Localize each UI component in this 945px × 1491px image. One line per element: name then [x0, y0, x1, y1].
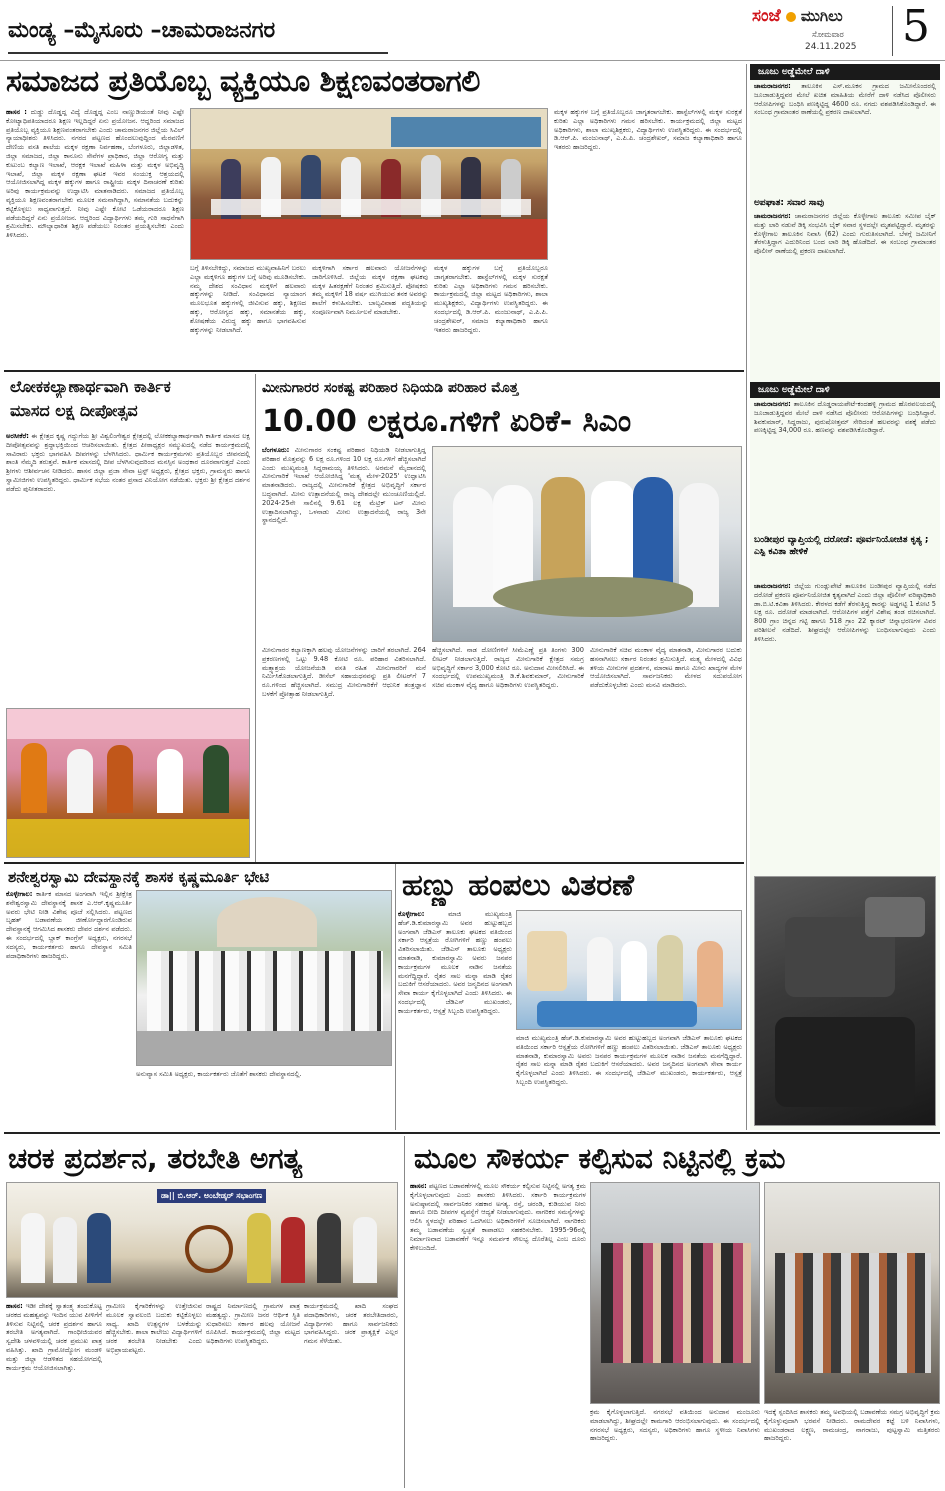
lead-col1 [6, 108, 184, 366]
lead-headline: ಸಮಾಜದ ಪ್ರತಿಯೊಬ್ಬ ವ್ಯಕ್ತಿಯೂ ಶಿಕ್ಷಣವಂತರಾಗಲಿ [6, 64, 480, 99]
brand-name-mugilu: ಮುಗಿಲು [800, 7, 843, 25]
charaka-col4: ಕಾರ್ಯಕ್ರಮದಲ್ಲಿ ಖಾದಿ ಸಂಘದ ಪದಾಧಿಕಾರಿಗಳು, ಚರಕ ತರಬೇತಿದಾರರು, ವಿದ್ಯಾರ್ಥಿಗಳು ಹಾಗೂ ಸಾರ್ವಜನಿಕರು ಭಾಗವಹಿಸಿದ್ದರು. ಚರಕ ಪ್ರಾತ್ಯಕ್ಷಿಕೆ ಎಲ್ಲರ ಗಮನ ಸೆಳೆಯಿತು. [304, 1302, 398, 1346]
sidebar-dateline-3: ಚಾಮರಾಜನಗರ: [754, 400, 791, 408]
fishermen-kicker: ಮೀನುಗಾರರ ಸಂಕಷ್ಟ ಪರಿಹಾರ ನಿಧಿಯಡಿ ಪರಿಹಾರ ಮೊತ್ತ [262, 380, 519, 396]
brand-logo [752, 6, 892, 28]
deepotsava-text: ಈ ಕ್ಷೇತ್ರದ ಕೃಷ್ಣ ಗದ್ದುಗೆಯ ಶ್ರೀ ವಿಶ್ವಲಿಂಗೇಶ್ವರ ಕ್ಷೇತ್ರದಲ್ಲಿ ಲೋಕಕಲ್ಯಾಣಾರ್ಥವಾಗಿ ಕಾರ್ತಿಕ ಮಾಸದ ಲಕ್ಷ ದೀಪೋತ್ಸವವನ್ನು ಶ್ರದ್ಧಾಭಕ್ತಿಯಿಂದ ಆಚರಿಸಲಾಯಿತು. ಕ್ಷೇತ್ರದ ಪೀಠಾಧ್ಯಕ್ಷರ ಸಮ್ಮುಖದಲ್ಲಿ ನಡೆದ ಕಾರ್ಯಕ್ರಮದಲ್ಲಿ ಸಾವಿರಾರು ಭಕ್ತರು ಭಾಗವಹಿಸಿ ದೀಪಗಳನ್ನು ಬೆಳಗಿಸಿದರು. ಧಾರ್ಮಿಕ ಕಾರ್ಯಕ್ರಮಗಳು ಪ್ರತಿಯೊಬ್ಬರ ಜೀವನದಲ್ಲಿ ಶಾಂತಿ ನೆಮ್ಮದಿ ತರುತ್ತವೆ. ಕಾರ್ತಿಕ ಮಾಸದಲ್ಲಿ ದೀಪ ಬೆಳಗಿಸುವುದರಿಂದ ಮನಸ್ಸಿನ ಅಂಧಕಾರ ದೂರವಾಗುತ್ತದೆ ಎಂದು ಶ್ರೀಗಳು ಆಶೀರ್ವಚನ ನೀಡಿದರು. ಹಾಸನ ಜಿಲ್ಲಾ ಪ್ರಜಾ ಸೇವಾ ಟ್ರಸ್ಟ್ ಅಧ್ಯಕ್ಷರು, ಕ್ಷೇತ್ರದ ಭಕ್ತರು, ಗ್ರಾಮಸ್ಥರು ಹಾಗೂ ಸ್ವಾಮೀಜಿಗಳು ಉಪಸ್ಥಿತರಿದ್ದರು. ಧಾರ್ಮಿಕ ಸಭೆಯ ನಂತರ ಪ್ರಸಾದ ವಿನಿಯೋಗ ನಡೆಯಿತು. ಭಕ್ತರು ಶ್ರೀ ಕ್ಷೇತ್ರದ ದರ್ಶನ ಪಡೆದು ಪುನೀತರಾದರು. [6, 432, 250, 493]
sidebar-heading-1: ಜೂಜು ಅಡ್ಡೆಮೇಲೆ ದಾಳಿ [750, 64, 940, 80]
lead-col3: ಮಕ್ಕಳಿಗಾಗಿ ಸರ್ಕಾರ ಹಲವಾರು ಯೋಜನೆಗಳನ್ನು ಜಾರಿಗೊಳಿಸಿದೆ. ಜಿಲ್ಲೆಯ ಮಕ್ಕಳ ರಕ್ಷಣಾ ಘಟಕವು ಮಕ್ಕಳ ಹಿತರಕ್ಷಣೆಗೆ ನಿರಂತರ ಶ್ರಮಿಸುತ್ತಿದೆ. ಪೋಷಕರು ತಮ್ಮ ಮಕ್ಕಳಿಗೆ 18 ವರ್ಷ ಮುಗಿಯುವ ತನಕ ಅವರನ್ನು ಶಾಲೆಗೆ ಕಳುಹಿಸಬೇಕು. ಬಾಲ್ಯವಿವಾಹ ಪದ್ಧತಿಯನ್ನು ಸಂಪೂರ್ಣವಾಗಿ ನಿರ್ಮೂಲನೆ ಮಾಡಬೇಕು. [312, 264, 428, 316]
deepotsava-headline-2: ಮಾಸದ ಲಕ್ಷ ದೀಪೋತ್ಸವ [10, 401, 138, 420]
infra-headline: ಮೂಲ ಸೌಕರ್ಯ ಕಲ್ಪಿಸುವ ನಿಟ್ಟಿನಲ್ಲಿ ಕ್ರಮ [414, 1142, 786, 1175]
infra-body-1 [410, 1182, 586, 1486]
issue-day: ಸೋಮವಾರ [812, 30, 844, 39]
section-title: ಮಂಡ್ಯ –ಮೈಸೂರು –ಚಾಮರಾಜನಗರ [8, 18, 276, 43]
lead-photo [190, 108, 548, 260]
issue-date: 24.11.2025 [805, 42, 857, 52]
fishermen-body-4: ಮೀನುಗಾರಿಕೆ ಸಚಿವ ಮಂಕಾಳ ವೈದ್ಯ ಮಾತನಾಡಿ, ಮೀನುಗಾರರ ಬದುಕು ಹಸನಾಗಿಸಲು ಸರ್ಕಾರ ನಿರಂತರ ಶ್ರಮಿಸುತ್ತಿದೆ. ಮತ್ಸ್ಯ ಮೇಳದಲ್ಲಿ ವಿವಿಧ ತಳಿಯ ಮೀನುಗಳ ಪ್ರದರ್ಶನ, ಮಾರಾಟ ಹಾಗೂ ಮೀನು ಖಾದ್ಯಗಳ ಮೇಳ ಆಯೋಜಿಸಲಾಗಿದೆ. ಸಾರ್ವಜನಿಕರು ಮೇಳದ ಸದುಪಯೋಗ ಪಡೆದುಕೊಳ್ಳಬೇಕು ಎಂದು ಮನವಿ ಮಾಡಿದರು. [590, 646, 742, 690]
sidebar-story-4 [754, 582, 936, 872]
charaka-col1 [6, 1302, 102, 1486]
fishermen-photo [432, 446, 742, 642]
infra-photo-left [590, 1182, 760, 1404]
fruits-headline: ಹಣ್ಣು ಹಂಪಲು ವಿತರಣೆ [402, 868, 634, 903]
lead-col5 [554, 108, 742, 366]
fishermen-headline: 10.00 ಲಕ್ಷರೂ.ಗಳಿಗೆ ಏರಿಕೆ- ಸಿಎಂ [262, 404, 632, 439]
fruits-body [398, 910, 512, 1126]
fruits-dateline: ಕೊಳ್ಳೇಗಾಲ: [398, 910, 425, 918]
deepotsava-headline-1: ಲೋಕಕಲ್ಯಾಣಾರ್ಥವಾಗಿ ಕಾರ್ತಿಕ [10, 377, 171, 396]
fruits-photo [516, 910, 742, 1030]
sidebar-text-3: ತಾಲೂಕಿನ ದೊಡ್ಡರಾಯಪೇಟೆ-ಕಂದಹಳ್ಳಿ ಗ್ರಾಮದ ಹೊರವಲಯದಲ್ಲಿ ಜೂಜಾಡುತ್ತಿದ್ದವರ ಮೇಲೆ ದಾಳಿ ನಡೆಸಿದ ಪೊಲೀಸರು ಆರೋಪಿಗಳನ್ನು ಬಂಧಿಸಿದ್ದಾರೆ. ಶಿವಕುಮಾರ್, ಸಿದ್ದರಾಜು, ಪುರುಷೋತ್ತಮ್ ಸೇರಿದಂತೆ ಹಲವರನ್ನು ವಶಕ್ಕೆ ಪಡೆದು ಪಣಕ್ಕಿಟ್ಟಿದ್ದ 34,000 ರೂ. ಹಣವನ್ನು ವಶಪಡಿಸಿಕೊಂಡಿದ್ದಾರೆ. [754, 400, 936, 435]
sidebar-story-1 [754, 82, 936, 194]
charaka-dateline: ಹಾಸನ: [6, 1302, 23, 1310]
sidebar-dateline-4: ಚಾಮರಾಜನಗರ: [754, 582, 791, 590]
lead-body-1: ದುಡ್ಡು ದೊಡ್ಡದ್ದ ವಿದ್ಯೆ ದೊಡ್ಡದ್ದ ಎಂಬ ನಾಣ್ಣುಡಿಯಂತೆ ನೀವು ಎಷ್ಟೇ ಕೋಟ್ಯಾಧಿಪತಿಯಾದರೂ ಶಿಕ್ಷಣ ಇಲ್ಲದಿದ್ದರೆ ಏನು ಪ್ರಯೋಜನ. ಆದ್ದರಿಂದ ಸಮಾಜದ ಪ್ರತಿಯೊಬ್ಬ ವ್ಯಕ್ತಿಯೂ ಶಿಕ್ಷಣವಂತರಾಗಬೇಕು ಎಂದು ಚಾಮರಾಜನಗರ ಜಿಲ್ಲೆಯ ಸಿವಿಲ್ ನ್ಯಾಯಾಧೀಶರು ತಿಳಿಸಿದರು. ನಗರದ ಪಟ್ಟಣದ ಹೊಂದಲುವುದ್ದಿಂದ ಮೆರವಣಿಗೆ ದೇಣಿಯ ವಸತಿ ಶಾಲೆಯ ಮಕ್ಕಳ ರಕ್ಷಣಾ ನಿರ್ವಹಣಾ, ಬೆಂಗಳೂರು, ಜಿಲ್ಲಾಡಳಿತ, ಜಿಲ್ಲಾ ಸಮಾಜದ, ಜಿಲ್ಲಾ ಕಾನೂನು ಸೇವೆಗಳ ಪ್ರಾಧಿಕಾರ, ಜಿಲ್ಲಾ ಆರೋಗ್ಯ ಮತ್ತು ಕುಟುಂಬ ಕಲ್ಯಾಣ ಇಲಾಖೆ, ಆರಕ್ಷಕ ಇಲಾಖೆ ಮಹಿಳಾ ಮತ್ತು ಮಕ್ಕಳ ಅಭಿವೃದ್ಧಿ ಇಲಾಖೆ, ಜಿಲ್ಲಾ ಮಕ್ಕಳ ರಕ್ಷಣಾ ಘಟಕ ಇವರ ಸಂಯುಕ್ತ ಆಶ್ರಯದಲ್ಲಿ ಆಯೋಜಿಸಲಾಗಿದ್ದ ಮಕ್ಕಳ ಹಕ್ಕುಗಳ ಹಾಗೂ ರಾಷ್ಟ್ರೀಯ ಮಕ್ಕಳ ದಿನಾಚರಣೆ ಕುರಿತು ಅರಿವು ಕಾರ್ಯಕ್ರಮವನ್ನು ಉದ್ಘಾಟಿಸಿ ಮಾತನಾಡಿದರು. ಸಮಾಜದ ಪ್ರತಿಯೊಬ್ಬ ವ್ಯಕ್ತಿಯೂ ಶಿಕ್ಷಣವಂತರಾಗಬೇಕು ಮೂಲಕ ಸಮನಾಗಿದ್ದಾಗಿ, ಸಮಾನತೆಯ ಬದುಕನ್ನು ಕಟ್ಟಿಕೊಳ್ಳಲು ಸಾಧ್ಯವಾಗುತ್ತದೆ. ನೀವು ಎಷ್ಟೇ ಕೋಟಿ ಒಡೆಯರಾದರೂ ಶಿಕ್ಷಣ ಪಡೆಯದಿದ್ದರೆ ಏನು ಪ್ರಯೋಜನ. ಆದ್ದರಿಂದ ವಿದ್ಯಾರ್ಥಿಗಳು ತಮ್ಮ ಗುರಿ ಸಾಧನೆಗಾಗಿ ಶ್ರಮಿಸಬೇಕು. ಮೌಲ್ಯಾಧಾರಿತ ಶಿಕ್ಷಣ ಪಡೆಯಲು ನಿರಂತರ ಪ್ರಯತ್ನಿಸಬೇಕು ಎಂದು ತಿಳಿಸಿದರು. [6, 108, 184, 240]
sidebar-story-3 [754, 400, 936, 530]
masthead-rule [0, 60, 945, 61]
mid-vertical-rule [255, 374, 256, 862]
mid-bottom-rule [4, 862, 744, 864]
deepotsava-dateline: ಅರಸೀಕೆರೆ: [6, 432, 29, 440]
sun-icon [786, 12, 796, 22]
lead-col2: ಬಗ್ಗೆ ತಿಳಿಸಬೇಕಿದ್ದು, ಸಮಾಜದ ಮುಖ್ಯವಾಹಿನಿಗೆ ಬರಲು ಎಲ್ಲಾ ಮಕ್ಕಳಿಗೂ ಹಕ್ಕುಗಳ ಬಗ್ಗೆ ಅರಿವು ಮೂಡಿಸಬೇಕು. ನಮ್ಮ ದೇಶದ ಸಂವಿಧಾನ ಮಕ್ಕಳಿಗೆ ಹಲವಾರು ಹಕ್ಕುಗಳನ್ನು ನೀಡಿದೆ. ಸಂವಿಧಾನದ ನ್ಯಾಯಾಂಗ ಮೂಲಭೂತ ಹಕ್ಕುಗಳಲ್ಲಿ ಜೀವಿಸುವ ಹಕ್ಕು, ಶಿಕ್ಷಣದ ಹಕ್ಕು, ಆರೋಗ್ಯದ ಹಕ್ಕು, ಸಮಾನತೆಯ ಹಕ್ಕು, ಶೋಷಣೆಯ ವಿರುದ್ಧ ಹಕ್ಕು ಹಾಗೂ ಭಾಗವಹಿಸುವ ಹಕ್ಕುಗಳನ್ನು ನೀಡಲಾಗಿದೆ. [190, 264, 306, 334]
lead-dateline: ಹಾಸನ : [6, 108, 27, 116]
brand-name-sanje: ಸಂಜೆ [752, 6, 781, 26]
sidebar-dateline-2: ಚಾಮರಾಜನಗರ: [754, 212, 791, 220]
sidebar-story-2 [754, 212, 936, 378]
lower-bottom-rule [4, 1132, 940, 1134]
infra-text-1: ಪಟ್ಟಣದ ಬಡಾವಣೆಗಳಲ್ಲಿ ಮೂಲ ಸೌಕರ್ಯ ಕಲ್ಪಿಸುವ ನಿಟ್ಟಿನಲ್ಲಿ ಅಗತ್ಯ ಕ್ರಮ ಕೈಗೊಳ್ಳಲಾಗುವುದು ಎಂದು ಶಾಸಕರು ತಿಳಿಸಿದರು. ಸರ್ಕಾರಿ ಕಾರ್ಯಕ್ರಮಗಳ ಅನುಷ್ಠಾನದಲ್ಲಿ ಸಾರ್ವಜನಿಕರ ಸಹಕಾರ ಅಗತ್ಯ. ರಸ್ತೆ, ಚರಂಡಿ, ಕುಡಿಯುವ ನೀರು ಹಾಗೂ ಬೀದಿ ದೀಪಗಳ ವ್ಯವಸ್ಥೆಗೆ ಆದ್ಯತೆ ನೀಡಲಾಗುವುದು. ನಾಗರಿಕರ ಸಮಸ್ಯೆಗಳನ್ನು ಆಲಿಸಿ ಸ್ಥಳದಲ್ಲೇ ಪರಿಹಾರ ಒದಗಿಸಲು ಅಧಿಕಾರಿಗಳಿಗೆ ಸೂಚಿಸಲಾಗಿದೆ. ನಾಗರಿಕರು ತಮ್ಮ ಬಡಾವಣೆಯ ಸ್ವಚ್ಛತೆ ಕಾಪಾಡಲು ಸಹಕರಿಸಬೇಕು. 1995-96ರಲ್ಲಿ ನಿರ್ಮಾಣವಾದ ಬಡಾವಣೆಗೆ ಇನ್ನೂ ಸಮರ್ಪಕ ಸೌಲಭ್ಯ ದೊರೆತಿಲ್ಲ ಎಂಬ ದೂರು ಕೇಳಿಬಂದಿದೆ. [410, 1182, 586, 1252]
page-number-divider [892, 6, 893, 56]
section-underline [8, 52, 388, 54]
sidebar-left-rule [746, 64, 747, 1130]
fish-shape [493, 577, 693, 617]
charaka-col3: ರಾಷ್ಟ್ರದ ನಿರ್ಮಾಣದಲ್ಲಿ ಗ್ರಾಮಗಳ ಪಾತ್ರ ಮಹತ್ವದ್ದು. ಗ್ರಾಮೀಣ ಜನರ ಆರ್ಥಿಕ ಸ್ಥಿತಿ ಸುಧಾರಿಸಲು ಸರ್ಕಾರ ಹಲವು ಯೋಜನೆ ರೂಪಿಸಿದೆ. ಕಾರ್ಯಕ್ರಮದಲ್ಲಿ ಜಿಲ್ಲಾ ಮಟ್ಟದ ಅಧಿಕಾರಿಗಳು ಉಪಸ್ಥಿತರಿದ್ದರು. [206, 1302, 300, 1346]
shaneshwara-text: ಕಾರ್ತಿಕ ಮಾಸದ ಅಂಗವಾಗಿ ಇಲ್ಲಿನ ಶ್ರೀಕ್ಷೇತ್ರ ಶನೇಶ್ವರಸ್ವಾಮಿ ದೇವಸ್ಥಾನಕ್ಕೆ ಶಾಸಕ ಎ.ಆರ್.ಕೃಷ್ಣಮೂರ್ತಿ ಅವರು ಭೇಟಿ ನೀಡಿ ವಿಶೇಷ ಪೂಜೆ ಸಲ್ಲಿಸಿದರು. ಪಟ್ಟಣದ ಬೃಹತ್ ಬಡಾವಣೆಯ ಜೀರ್ಣೋದ್ಧಾರಗೊಂಡಿರುವ ದೇವಸ್ಥಾನಕ್ಕೆ ಆಗಮಿಸಿದ ಶಾಸಕರು ದೇವರ ದರ್ಶನ ಪಡೆದರು. ಈ ಸಂದರ್ಭದಲ್ಲಿ ಬ್ಲಾಕ್ ಕಾಂಗ್ರೆಸ್ ಅಧ್ಯಕ್ಷರು, ನಗರಸಭೆ ಸದಸ್ಯರು, ಕಾರ್ಯಕರ್ತರು ಹಾಗೂ ದೇವಸ್ಥಾನ ಸಮಿತಿ ಪದಾಧಿಕಾರಿಗಳು ಹಾಜರಿದ್ದರು. [6, 890, 132, 960]
shaneshwara-body [6, 890, 132, 1126]
lead-col4-bottom: ಮಕ್ಕಳ ಹಕ್ಕುಗಳ ಬಗ್ಗೆ ಪ್ರತಿಯೊಬ್ಬರೂ ಜಾಗೃತರಾಗಬೇಕು. ಹಾಸ್ಟೆಲ್‌ಗಳಲ್ಲಿ ಮಕ್ಕಳ ಸುರಕ್ಷತೆ ಕುರಿತು ಎಲ್ಲಾ ಅಧಿಕಾರಿಗಳು ಗಮನ ಹರಿಸಬೇಕು. ಕಾರ್ಯಕ್ರಮದಲ್ಲಿ ಜಿಲ್ಲಾ ಮಟ್ಟದ ಅಧಿಕಾರಿಗಳು, ಶಾಲಾ ಮುಖ್ಯಶಿಕ್ಷಕರು, ವಿದ್ಯಾರ್ಥಿಗಳು ಉಪಸ್ಥಿತರಿದ್ದರು. ಈ ಸಂದರ್ಭದಲ್ಲಿ ಡಿ.ಆರ್.ಪಿ. ಮಂಜುನಾಥ್, ಎ.ಪಿ.ಪಿ. ಚಂದ್ರಶೇಖರ್, ಸಮಾಜ ಕಲ್ಯಾಣಾಧಿಕಾರಿ ಹಾಗೂ ಇತರರು ಹಾಜರಿದ್ದರು. [434, 264, 548, 334]
charaka-wheel-icon [185, 1225, 233, 1273]
page-number: 5 [902, 1, 930, 52]
fishermen-body-1 [262, 446, 426, 642]
infra-photo-right [764, 1182, 940, 1404]
sidebar-car-photo [754, 876, 936, 1126]
shaneshwara-dateline: ಕೊಳ್ಳೇಗಾಲ: [6, 890, 33, 898]
charaka-text-1: ಇಡೀ ದೇಶಕ್ಕೆ ಸ್ವಾತಂತ್ರ್ಯ ತಂದುಕೊಟ್ಟ ಚರಕದ ಮಹತ್ವವನ್ನು ಇಂದಿನ ಯುವ ಪೀಳಿಗೆಗೆ ತಿಳಿಸುವ ನಿಟ್ಟಿನಲ್ಲಿ ಚರಕ ಪ್ರದರ್ಶನ ಹಾಗೂ ತರಬೇತಿ ಅಗತ್ಯವಾಗಿದೆ. ಗಾಂಧೀಜಿಯವರ ಸ್ವದೇಶಿ ಚಳವಳಿಯಲ್ಲಿ ಚರಕ ಪ್ರಮುಖ ಪಾತ್ರ ವಹಿಸಿತ್ತು. ಖಾದಿ ಗ್ರಾಮೋದ್ಯೋಗ ಮಂಡಳಿ ಮತ್ತು ಜಿಲ್ಲಾ ಆಡಳಿತದ ಸಹಯೋಗದಲ್ಲಿ ಕಾರ್ಯಕ್ರಮ ಆಯೋಜಿಸಲಾಗಿತ್ತು. [6, 1302, 102, 1372]
fishermen-text-1: ಮೀನುಗಾರರ ಸಂಕಷ್ಟ ಪರಿಹಾರ ನಿಧಿಯಡಿ ನೀಡಲಾಗುತ್ತಿದ್ದ ಪರಿಹಾರ ಮೊತ್ತವನ್ನು 6 ಲಕ್ಷ ರೂ.ಗಳಿಂದ 10 ಲಕ್ಷ ರೂ.ಗಳಿಗೆ ಹೆಚ್ಚಿಸಲಾಗಿದೆ ಎಂದು ಮುಖ್ಯಮಂತ್ರಿ ಸಿದ್ದರಾಮಯ್ಯ ತಿಳಿಸಿದರು. ಅರಮನೆ ಮೈದಾನದಲ್ಲಿ ಮೀನುಗಾರಿಕೆ ಇಲಾಖೆ ಆಯೋಜಿಸಿದ್ದ 'ಮತ್ಸ್ಯ ಮೇಳ-2025' ಉದ್ಘಾಟಿಸಿ ಮಾತನಾಡಿದರು. ರಾಜ್ಯದಲ್ಲಿ ಮೀನುಗಾರಿಕೆ ಕ್ಷೇತ್ರದ ಅಭಿವೃದ್ಧಿಗೆ ಸರ್ಕಾರ ಬದ್ಧವಾಗಿದೆ. ಮೀನು ಉತ್ಪಾದನೆಯಲ್ಲಿ ರಾಜ್ಯ ದೇಶದಲ್ಲೇ ಮುಂಚೂಣಿಯಲ್ಲಿದೆ. 2024-25ನೇ ಸಾಲಿನಲ್ಲಿ 9.61 ಲಕ್ಷ ಮೆಟ್ರಿಕ್ ಟನ್ ಮೀನು ಉತ್ಪಾದಿಸಲಾಗಿದ್ದು, ಒಳನಾಡು ಮೀನು ಉತ್ಪಾದನೆಯಲ್ಲಿ ರಾಜ್ಯ 3ನೇ ಸ್ಥಾನದಲ್ಲಿದೆ. [262, 446, 426, 525]
charaka-col2: ಗ್ರಾಮೀಣ ಕೈಗಾರಿಕೆಗಳನ್ನು ಉತ್ತೇಜಿಸುವ ಮೂಲಕ ಸ್ವಾವಲಂಬಿ ಬದುಕು ಕಟ್ಟಿಕೊಳ್ಳಲು ಸಾಧ್ಯ. ಖಾದಿ ಉತ್ಪನ್ನಗಳ ಬಳಕೆಯನ್ನು ಹೆಚ್ಚಿಸಬೇಕು. ಶಾಲಾ ಕಾಲೇಜು ವಿದ್ಯಾರ್ಥಿಗಳಿಗೆ ಚರಕ ತರಬೇತಿ ನೀಡಬೇಕು ಎಂದು ಅಭಿಪ್ರಾಯಪಟ್ಟರು. [106, 1302, 202, 1354]
fishermen-body-2: ಮೀನುಗಾರರ ಕಲ್ಯಾಣಕ್ಕಾಗಿ ಹಲವು ಯೋಜನೆಗಳನ್ನು ಜಾರಿಗೆ ತರಲಾಗಿದೆ. 264 ಪ್ರಕರಣಗಳಲ್ಲಿ ಒಟ್ಟು 9.48 ಕೋಟಿ ರೂ. ಪರಿಹಾರ ವಿತರಿಸಲಾಗಿದೆ. ಮತ್ಸ್ಯಾಶ್ರಯ ಯೋಜನೆಯಡಿ ವಸತಿ ರಹಿತ ಮೀನುಗಾರರಿಗೆ ಮನೆ ನಿರ್ಮಿಸಿಕೊಡಲಾಗುತ್ತಿದೆ. ಡೀಸೆಲ್ ಸಹಾಯಧನವನ್ನು ಪ್ರತಿ ಲೀಟರ್‌ಗೆ 7 ರೂ.ಗಳಿಂದ ಹೆಚ್ಚಿಸಲಾಗಿದೆ. ಸಮುದ್ರ ಮೀನುಗಾರಿಕೆಗೆ ಆಧುನಿಕ ತಂತ್ರಜ್ಞಾನ ಬಳಕೆಗೆ ಪ್ರೋತ್ಸಾಹ ನೀಡಲಾಗುತ್ತಿದೆ. [262, 646, 426, 698]
fishermen-dateline: ಬೆಂಗಳೂರು: [262, 446, 290, 454]
bottom-vertical-rule [404, 1136, 405, 1488]
sidebar-dateline-1: ಚಾಮರಾಜನಗರ: [754, 82, 791, 90]
charaka-banner: ಡಾ|| ಬಿ.ಆರ್. ಅಂಬೇಡ್ಕರ್ ಸಭಾಂಗಣ [157, 1189, 266, 1203]
sidebar [750, 64, 940, 1130]
shaneshwara-headline: ಶನೇಶ್ವರಸ್ವಾಮಿ ದೇವಸ್ಥಾನಕ್ಕೆ ಶಾಸಕ ಕೃಷ್ಣಮೂರ್ತಿ ಭೇಟಿ [8, 868, 270, 886]
lead-bottom-rule [4, 370, 744, 372]
deepotsava-photo [6, 708, 250, 858]
infra-body-2: ಕ್ರಮ ಕೈಗೊಳ್ಳಲಾಗುತ್ತಿದೆ. ನಗರಸಭೆ ವತಿಯಿಂದ ಅನುದಾನ ಮಂಜೂರು ಮಾಡಲಾಗಿದ್ದು, ಶೀಘ್ರದಲ್ಲೇ ಕಾಮಗಾರಿ ಆರಂಭಿಸಲಾಗುವುದು. ಈ ಸಂದರ್ಭದಲ್ಲಿ ನಗರಸಭೆ ಅಧ್ಯಕ್ಷರು, ಸದಸ್ಯರು, ಅಧಿಕಾರಿಗಳು ಹಾಗೂ ಸ್ಥಳೀಯ ನಿವಾಸಿಗಳು ಹಾಜರಿದ್ದರು. [590, 1408, 760, 1443]
fruits-text: ಮಾಜಿ ಮುಖ್ಯಮಂತ್ರಿ ಹೆಚ್.ಡಿ.ಕುಮಾರಸ್ವಾಮಿ ಅವರ ಹುಟ್ಟುಹಬ್ಬದ ಅಂಗವಾಗಿ ಜೆಡಿಎಸ್ ತಾಲೂಕು ಘಟಕದ ವತಿಯಿಂದ ಸರ್ಕಾರಿ ಆಸ್ಪತ್ರೆಯ ರೋಗಿಗಳಿಗೆ ಹಣ್ಣು ಹಂಪಲು ವಿತರಿಸಲಾಯಿತು. ಜೆಡಿಎಸ್ ತಾಲೂಕು ಅಧ್ಯಕ್ಷರು ಮಾತನಾಡಿ, ಕುಮಾರಸ್ವಾಮಿ ಅವರು ಜನಪರ ಕಾರ್ಯಕ್ರಮಗಳ ಮೂಲಕ ನಾಡಿನ ಜನತೆಯ ಮನಗೆದ್ದಿದ್ದಾರೆ. ರೈತರ ಸಾಲ ಮನ್ನಾ ಮಾಡಿ ರೈತರ ಬದುಕಿಗೆ ಆಸರೆಯಾದರು. ಅವರ ಜನ್ಮದಿನದ ಅಂಗವಾಗಿ ಸೇವಾ ಕಾರ್ಯ ಕೈಗೊಳ್ಳಲಾಗಿದೆ ಎಂದು ತಿಳಿಸಿದರು. ಈ ಸಂದರ್ಭದಲ್ಲಿ ಜೆಡಿಎಸ್ ಮುಖಂಡರು, ಕಾರ್ಯಕರ್ತರು, ಆಸ್ಪತ್ರೆ ಸಿಬ್ಬಂದಿ ಉಪಸ್ಥಿತರಿದ್ದರು. [398, 910, 512, 1015]
shaneshwara-caption: ಅನುವ್ಯಾಸ ಸಮಿತಿ ಅಧ್ಯಕ್ಷರು, ಕಾರ್ಯಕರ್ತರು ಜೊತೆಗೆ ಶಾಸಕರು ದೇವಸ್ಥಾನದಲ್ಲಿ. [136, 1070, 302, 1078]
charaka-photo [6, 1182, 398, 1298]
masthead [0, 0, 945, 62]
sidebar-text-4: ಜಿಲ್ಲೆಯ ಗುಂಡ್ಲುಪೇಟೆ ತಾಲೂಕಿನ ಬಂಡೀಪುರ ವ್ಯಾಪ್ತಿಯಲ್ಲಿ ನಡೆದ ದರೋಡೆ ಪ್ರಕರಣ ಪೂರ್ವನಿಯೋಜಿತ ಕೃತ್ಯವಾಗಿದೆ ಎಂದು ಜಿಲ್ಲಾ ಪೊಲೀಸ್ ವರಿಷ್ಠಾಧಿಕಾರಿ ಡಾ.ಬಿ.ಟಿ.ಕವಿತಾ ತಿಳಿಸಿದರು. ಕೇರಳದ ಕಡೆಗೆ ತೆರಳುತ್ತಿದ್ದ ಕಾರನ್ನು ಅಡ್ಡಗಟ್ಟಿ 1 ಕೋಟಿ 5 ಲಕ್ಷ ರೂ. ದರೋಡೆ ಮಾಡಲಾಗಿದೆ. ಆರೋಪಿಗಳ ಪತ್ತೆಗೆ ವಿಶೇಷ ತಂಡ ರಚಿಸಲಾಗಿದೆ. 800 ಗ್ರಾಂ ಚಿನ್ನದ ಗಟ್ಟಿ ಹಾಗೂ 518 ಗ್ರಾಂ 22 ಕ್ಯಾರಟ್ ಚಿನ್ನಾಭರಣಗಳ ವಿವರ ಪರಿಶೀಲನೆ ನಡೆದಿದೆ. ಶೀಘ್ರದಲ್ಲೇ ಆರೋಪಿಗಳನ್ನು ಬಂಧಿಸಲಾಗುವುದು ಎಂದು ತಿಳಿಸಿದರು. [754, 582, 936, 643]
sidebar-text-2: ಚಾಮರಾಜನಗರ ಜಿಲ್ಲೆಯ ಕೊಳ್ಳೇಗಾಲ ತಾಲೂಕು ಸಮೀಪ ಬೈಕ್ ಮತ್ತು ಲಾರಿ ನಡುವೆ ಡಿಕ್ಕಿ ಸಂಭವಿಸಿ ಬೈಕ್ ಸವಾರ ಸ್ಥಳದಲ್ಲೇ ಮೃತಪಟ್ಟಿದ್ದಾರೆ. ಮೃತರನ್ನು ಕೊಳ್ಳೇಗಾಲ ತಾಲೂಕಿನ ನಿವಾಸಿ (62) ಎಂದು ಗುರುತಿಸಲಾಗಿದೆ. ಬೆಳಗ್ಗೆ ಜಮೀನಿಗೆ ತೆರಳುತ್ತಿದ್ದಾಗ ಎದುರಿನಿಂದ ಬಂದ ಲಾರಿ ಡಿಕ್ಕಿ ಹೊಡೆದಿದೆ. ಈ ಸಂಬಂಧ ಗ್ರಾಮಾಂತರ ಪೊಲೀಸ್ ಠಾಣೆಯಲ್ಲಿ ಪ್ರಕರಣ ದಾಖಲಾಗಿದೆ. [754, 212, 936, 256]
sidebar-heading-2: ಅಪಘಾತ: ಸವಾರ ಸಾವು [754, 198, 825, 208]
charaka-headline: ಚರಕ ಪ್ರದರ್ಶನ, ತರಬೇತಿ ಅಗತ್ಯ [8, 1142, 303, 1175]
shaneshwara-photo [136, 890, 392, 1066]
lead-body-5: ಮಕ್ಕಳ ಹಕ್ಕುಗಳ ಬಗ್ಗೆ ಪ್ರತಿಯೊಬ್ಬರೂ ಜಾಗೃತರಾಗಬೇಕು. ಹಾಸ್ಟೆಲ್‌ಗಳಲ್ಲಿ ಮಕ್ಕಳ ಸುರಕ್ಷತೆ ಕುರಿತು ಎಲ್ಲಾ ಅಧಿಕಾರಿಗಳು ಗಮನ ಹರಿಸಬೇಕು. ಕಾರ್ಯಕ್ರಮದಲ್ಲಿ ಜಿಲ್ಲಾ ಮಟ್ಟದ ಅಧಿಕಾರಿಗಳು, ಶಾಲಾ ಮುಖ್ಯಶಿಕ್ಷಕರು, ವಿದ್ಯಾರ್ಥಿಗಳು ಉಪಸ್ಥಿತರಿದ್ದರು. ಈ ಸಂದರ್ಭದಲ್ಲಿ ಡಿ.ಆರ್.ಪಿ. ಮಂಜುನಾಥ್, ಎ.ಪಿ.ಪಿ. ಚಂದ್ರಶೇಖರ್, ಸಮಾಜ ಕಲ್ಯಾಣಾಧಿಕಾರಿ ಹಾಗೂ ಇತರರು ಹಾಜರಿದ್ದರು. [554, 108, 742, 152]
infra-dateline: ಹಾಸನ: [410, 1182, 427, 1190]
deepotsava-body [6, 432, 250, 704]
sidebar-heading-4: ಬಂಡೀಪುರ ವ್ಯಾಪ್ತಿಯಲ್ಲಿ ದರೋಡೆ: ಪೂರ್ವನಿಯೋಜಿತ ಕೃತ್ಯ ; ಎಸ್ಪಿ ಕವಿತಾ ಹೇಳಿಕೆ [754, 535, 929, 557]
lower-vertical-rule [395, 864, 396, 1130]
infra-body-3: ಇದಕ್ಕೆ ಸ್ಪಂದಿಸಿದ ಶಾಸಕರು ತಮ್ಮ ಅವಧಿಯಲ್ಲಿ ಬಡಾವಣೆಯ ಸಮಗ್ರ ಅಭಿವೃದ್ಧಿಗೆ ಕ್ರಮ ಕೈಗೊಳ್ಳುವುದಾಗಿ ಭರವಸೆ ನೀಡಿದರು. ರಾಮದೇವರ ಕಟ್ಟೆ ಬಳಿ ನಿವಾಸಿಗಳು, ಮುಖಂಡರಾದ ಲಕ್ಷ್ಮಣ, ರಾಮಚಂದ್ರ, ನಾಗರಾಜು, ಪುಟ್ಟಸ್ವಾಮಿ ಮತ್ತಿತರರು ಹಾಜರಿದ್ದರು. [764, 1408, 940, 1443]
fruits-body-2: ಮಾಜಿ ಮುಖ್ಯಮಂತ್ರಿ ಹೆಚ್.ಡಿ.ಕುಮಾರಸ್ವಾಮಿ ಅವರ ಹುಟ್ಟುಹಬ್ಬದ ಅಂಗವಾಗಿ ಜೆಡಿಎಸ್ ತಾಲೂಕು ಘಟಕದ ವತಿಯಿಂದ ಸರ್ಕಾರಿ ಆಸ್ಪತ್ರೆಯ ರೋಗಿಗಳಿಗೆ ಹಣ್ಣು ಹಂಪಲು ವಿತರಿಸಲಾಯಿತು. ಜೆಡಿಎಸ್ ತಾಲೂಕು ಅಧ್ಯಕ್ಷರು ಮಾತನಾಡಿ, ಕುಮಾರಸ್ವಾಮಿ ಅವರು ಜನಪರ ಕಾರ್ಯಕ್ರಮಗಳ ಮೂಲಕ ನಾಡಿನ ಜನತೆಯ ಮನಗೆದ್ದಿದ್ದಾರೆ. ರೈತರ ಸಾಲ ಮನ್ನಾ ಮಾಡಿ ರೈತರ ಬದುಕಿಗೆ ಆಸರೆಯಾದರು. ಅವರ ಜನ್ಮದಿನದ ಅಂಗವಾಗಿ ಸೇವಾ ಕಾರ್ಯ ಕೈಗೊಳ್ಳಲಾಗಿದೆ ಎಂದು ತಿಳಿಸಿದರು. ಈ ಸಂದರ್ಭದಲ್ಲಿ ಜೆಡಿಎಸ್ ಮುಖಂಡರು, ಕಾರ್ಯಕರ್ತರು, ಆಸ್ಪತ್ರೆ ಸಿಬ್ಬಂದಿ ಉಪಸ್ಥಿತರಿದ್ದರು. [516, 1034, 742, 1086]
sidebar-text-1: ತಾಲೂಕಿನ ಎಸ್.ಮೂಕನ ಗ್ರಾಮದ ಜಮೀನೊಂದರಲ್ಲಿ ಜೂಜಾಡುತ್ತಿದ್ದವರ ಮೇಲೆ ಖಚಿತ ಮಾಹಿತಿಯ ಮೇರೆಗೆ ದಾಳಿ ನಡೆಸಿದ ಪೊಲೀಸರು ಆರೋಪಿಗಳನ್ನು ಬಂಧಿಸಿ ಪಣಕ್ಕಿಟ್ಟಿದ್ದ 4600 ರೂ. ನಗದು ವಶಪಡಿಸಿಕೊಂಡಿದ್ದಾರೆ. ಈ ಸಂಬಂಧ ಗ್ರಾಮಾಂತರ ಠಾಣೆಯಲ್ಲಿ ಪ್ರಕರಣ ದಾಖಲಾಗಿದೆ. [754, 82, 936, 117]
sidebar-heading-3: ಜೂಜು ಅಡ್ಡೆಮೇಲೆ ದಾಳಿ [750, 382, 940, 398]
fishermen-body-3: ಹೆಚ್ಚಿಸಲಾಗಿದೆ. ನಾಡ ದೋಣಿಗಳಿಗೆ ಸೀಮೆಎಣ್ಣೆ ಪ್ರತಿ ತಿಂಗಳು 300 ಲೀಟರ್ ನೀಡಲಾಗುತ್ತಿದೆ. ರಾಜ್ಯದ ಮೀನುಗಾರಿಕೆ ಕ್ಷೇತ್ರದ ಸಮಗ್ರ ಅಭಿವೃದ್ಧಿಗೆ ಸರ್ಕಾರ 3,000 ಕೋಟಿ ರೂ. ಅನುದಾನ ಮೀಸಲಿರಿಸಿದೆ. ಈ ಸಂದರ್ಭದಲ್ಲಿ ಉಪಮುಖ್ಯಮಂತ್ರಿ ಡಿ.ಕೆ.ಶಿವಕುಮಾರ್, ಮೀನುಗಾರಿಕೆ ಸಚಿವ ಮಂಕಾಳ ವೈದ್ಯ ಹಾಗೂ ಅಧಿಕಾರಿಗಳು ಉಪಸ್ಥಿತರಿದ್ದರು. [432, 646, 584, 690]
